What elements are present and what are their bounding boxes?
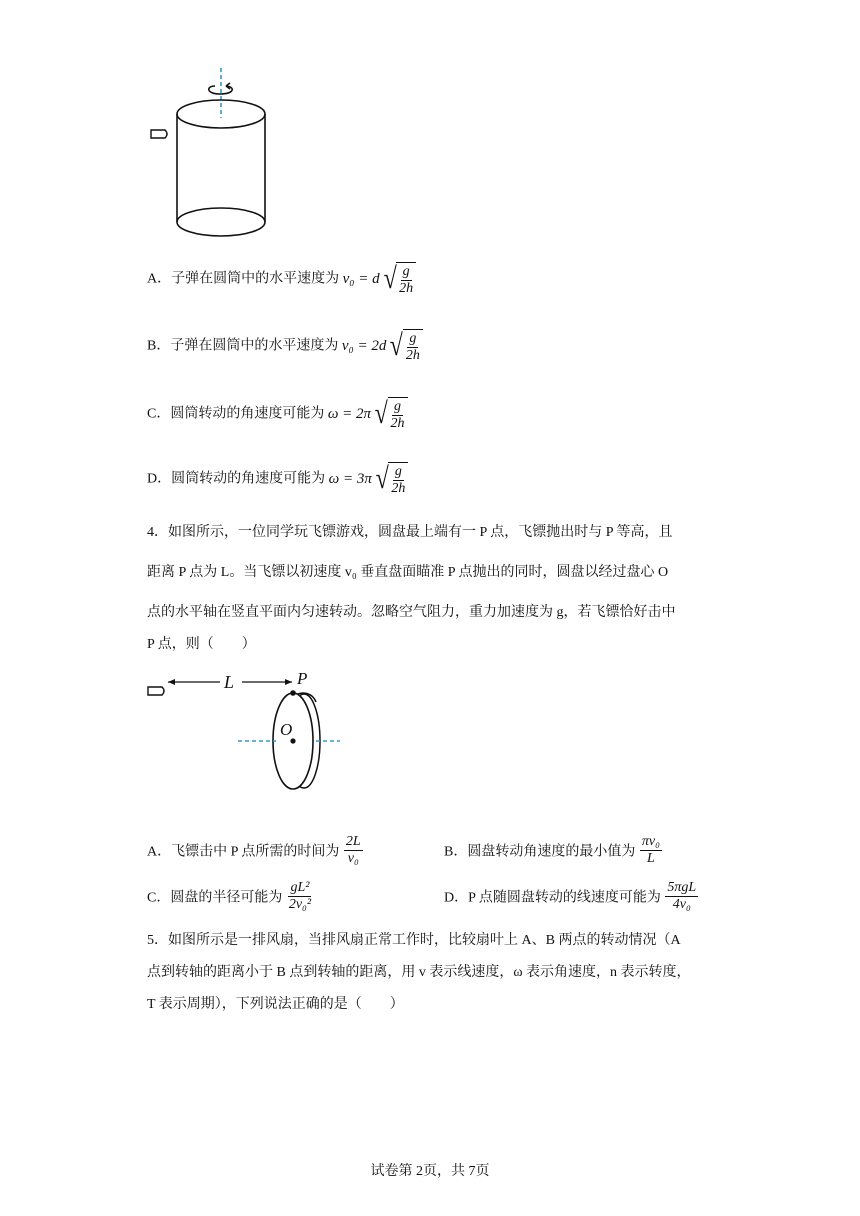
q4-option-a[interactable]	[147, 834, 364, 867]
label-P: P	[297, 669, 308, 688]
bullet-icon	[151, 130, 167, 138]
formula-c-prefix: ω = 2π	[327, 406, 372, 422]
q4-option-d[interactable]	[444, 880, 699, 913]
q3-formula-d: ω = 3π √ $\frac{g}{2h}$	[329, 462, 409, 497]
q3-option-d-text: D．圆筒转动的角速度可能为	[147, 471, 326, 487]
formula-b-prefix: v₀ = 2d	[341, 338, 387, 354]
q3-option-b-text: B．子弹在圆筒中的水平速度为	[147, 338, 339, 354]
q4-option-b-text: B．圆盘转动角速度的最小值为	[444, 844, 636, 860]
q3-option-a[interactable]	[147, 262, 416, 297]
label-O: O	[280, 720, 293, 739]
q4-line-2: 距离 P 点为 L。当飞镖以初速度 v₀ 垂直盘面瞄准 P 点抛出的同时，圆盘以经过盘心 O	[147, 565, 669, 580]
q3-formula-b: v₀ = 2d √ $\frac{g}{2h}$	[342, 329, 423, 364]
q4-option-d-frac: $\frac{\text{5πgL}}{\text{4v₀}}$	[667, 880, 697, 912]
q5-line-2: 点到转轴的距离小于 B 点到转轴的距离，用 v 表示线速度，ω 表示角速度，n 表示转度，	[147, 965, 691, 980]
label-L: L	[224, 672, 235, 692]
q4-line-4: P 点，则（ ）	[147, 637, 256, 652]
q3-formula-a: v₀ = d √ $\frac{g}{2h}$	[343, 262, 416, 297]
q4-option-c-frac: $\frac{\text{gL²}}{\text{2v₀²}}$	[288, 880, 312, 912]
q4-line-3: 点的水平轴在竖直平面内匀速转动。忽略空气阻力，重力加速度为 g，若飞镖恰好击中	[147, 605, 676, 620]
q3-option-a-text: A．子弹在圆筒中的水平速度为	[147, 271, 340, 287]
q5-line-1: 5．如图所示是一排风扇，当排风扇正常工作时，比较扇叶上 A、B 两点的转动情况（A	[147, 933, 681, 948]
q4-option-b-frac: $\frac{\text{πv₀}}{L}$	[641, 834, 660, 866]
dart-icon	[148, 687, 164, 695]
q4-option-a-frac: $\frac{2L}{\text{v₀}}$	[345, 834, 361, 866]
q3-option-c-text: C．圆筒转动的角速度可能为	[147, 406, 325, 422]
q4-line-1: 4．如图所示，一位同学玩飞镖游戏，圆盘最上端有一 P 点，飞镖抛出时与 P 等高，且	[147, 525, 673, 540]
q4-option-d-text: D．P 点随圆盘转动的线速度可能为	[444, 890, 661, 906]
formula-a-prefix: v₀ = d	[342, 271, 380, 287]
q4-option-c[interactable]	[147, 880, 314, 913]
dart-disk-figure	[140, 668, 360, 798]
q3-formula-c: ω = 2π √ $\frac{g}{2h}$	[328, 397, 408, 432]
q4-option-c-text: C．圆盘的半径可能为	[147, 890, 283, 906]
cylinder-figure	[140, 66, 280, 246]
formula-d-prefix: ω = 3π	[328, 471, 372, 487]
q4-option-a-text: A．飞镖击中 P 点所需的时间为	[147, 844, 340, 860]
q5-line-3: T 表示周期），下列说法正确的是（ ）	[147, 997, 404, 1012]
q3-option-d[interactable]	[147, 462, 408, 497]
q3-option-b[interactable]	[147, 329, 423, 364]
q3-option-c[interactable]	[147, 397, 408, 432]
page-footer: 试卷第 2页，共 7页	[370, 1164, 490, 1179]
q4-option-b[interactable]	[444, 834, 663, 867]
